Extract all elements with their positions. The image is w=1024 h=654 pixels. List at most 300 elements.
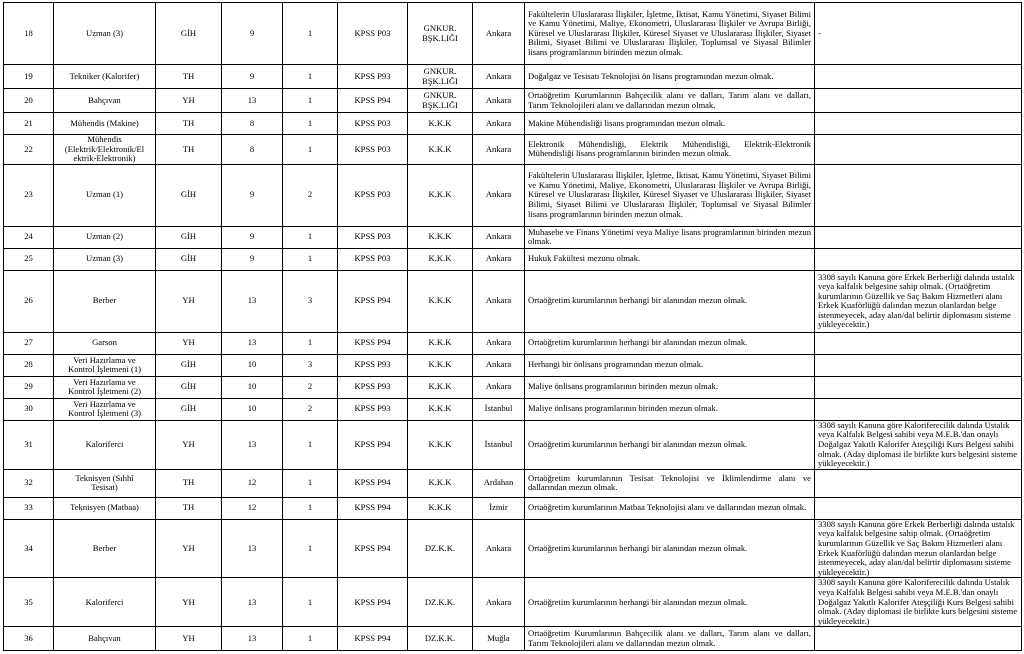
table-row xyxy=(4,113,1022,135)
requirements-text: Hukuk Fakültesi mezunu olmak. xyxy=(528,253,641,264)
kpss-score-type: KPSS P03 xyxy=(354,143,391,154)
extra-requirements-cell xyxy=(815,469,1022,497)
unit-name-cell xyxy=(408,135,473,165)
requirements-text-cell xyxy=(525,332,815,354)
requirements-text-cell xyxy=(525,135,815,165)
unit-name: GNKUR. xyxy=(423,65,457,76)
service-class-cell xyxy=(156,332,222,354)
service-class-cell xyxy=(156,65,222,89)
quota-count-cell xyxy=(283,332,338,354)
city-cell xyxy=(473,164,525,226)
kpss-score-type-cell xyxy=(338,226,408,248)
city-cell xyxy=(473,248,525,270)
requirements-text: Ortaöğretim kurumlarının Tesisat Teknolojisi ve İklimlendirme alanı ve dallarından mezun olmak. xyxy=(528,472,811,493)
requirements-text: Herhangi bir önlisans programından mezun olmak. xyxy=(528,359,704,370)
unit-name: K.K.K xyxy=(428,438,452,449)
quota-count-cell xyxy=(283,164,338,226)
unit-name-cell xyxy=(408,164,473,226)
row-number-cell xyxy=(4,164,54,226)
unit-name: BŞK.LIĞI xyxy=(421,99,459,110)
grade: 13 xyxy=(247,596,257,607)
unit-name: K.K.K xyxy=(428,477,452,488)
quota-count-cell xyxy=(283,135,338,165)
service-class: GİH xyxy=(180,231,197,242)
city: Ankara xyxy=(485,70,512,81)
position-title-cell xyxy=(54,135,156,165)
service-class: GİH xyxy=(180,253,197,264)
quota-count-cell xyxy=(283,420,338,469)
position-title: Berber xyxy=(92,295,117,306)
row-number-cell xyxy=(4,135,54,165)
grade: 13 xyxy=(247,542,257,553)
grade: 13 xyxy=(247,632,257,643)
unit-name: K.K.K xyxy=(428,403,452,414)
table-row xyxy=(4,469,1022,497)
kpss-score-type-cell xyxy=(338,65,408,89)
grade-cell xyxy=(222,578,283,627)
city: İstanbul xyxy=(484,403,513,414)
position-title: ektrik-Elektronik) xyxy=(73,153,136,164)
unit-name: K.K.K xyxy=(428,231,452,242)
table-row xyxy=(4,226,1022,248)
row-number-cell xyxy=(4,3,54,65)
row-number: 31 xyxy=(24,438,33,449)
table-row xyxy=(4,65,1022,89)
city-cell xyxy=(473,332,525,354)
grade: 10 xyxy=(247,381,257,392)
city: Ankara xyxy=(485,253,512,264)
row-number-cell xyxy=(4,519,54,578)
grade: 9 xyxy=(249,27,255,38)
city: Ankara xyxy=(485,189,512,200)
quota-count-cell xyxy=(283,627,338,651)
row-number: 21 xyxy=(24,117,33,128)
row-number: 30 xyxy=(24,403,33,414)
position-title: Kaloriferci xyxy=(85,438,124,449)
city-cell xyxy=(473,3,525,65)
kpss-score-type-cell xyxy=(338,469,408,497)
unit-name-cell xyxy=(408,627,473,651)
grade-cell xyxy=(222,89,283,113)
unit-name-cell xyxy=(408,519,473,578)
unit-name: GNKUR. xyxy=(423,22,457,33)
city-cell xyxy=(473,270,525,332)
service-class-cell xyxy=(156,135,222,165)
service-class-cell xyxy=(156,627,222,651)
requirements-text-cell xyxy=(525,354,815,376)
quota-count: 1 xyxy=(307,253,313,264)
extra-requirements-cell xyxy=(815,398,1022,420)
kpss-score-type: KPSS P94 xyxy=(354,502,391,513)
row-number: 27 xyxy=(24,337,33,348)
positions-table xyxy=(3,2,1022,651)
table-row xyxy=(4,332,1022,354)
unit-name-cell xyxy=(408,248,473,270)
kpss-score-type: KPSS P94 xyxy=(354,337,391,348)
position-title: Teknisyen (Matbaa) xyxy=(70,502,139,513)
quota-count-cell xyxy=(283,497,338,519)
extra-requirements-cell xyxy=(815,627,1022,651)
row-number-cell xyxy=(4,65,54,89)
service-class: TH xyxy=(182,502,195,513)
position-title-cell xyxy=(54,248,156,270)
position-title: Veri Hazırlama ve xyxy=(73,354,136,365)
requirements-text-cell xyxy=(525,469,815,497)
requirements-text: Fakültelerin Uluslararası İlişkiler, İşletme, İktisat, Kamu Yönetimi, Siyaset Bilimi ve Kamu Yönetimi, Maliye, Ekonometri, Uluslararası İlişkiler ve Avrupa Birliği, Küresel ve Uluslararası İlişkiler, Küresel Siyaset ve Uluslararası İlişkiler, Siyaset Bilimi, Siyaset Bilimi ve Uluslararası İlişkiler, Toplumsal ve Siyasal Bilimler lisans programlarının birinden mezun olmak. xyxy=(528,170,811,219)
requirements-text: Doğalgaz ve Tesisatı Teknolojisi ön lisans programından mezun olmak. xyxy=(528,70,774,81)
service-class: GİH xyxy=(180,359,197,370)
row-number-cell xyxy=(4,332,54,354)
extra-requirements-cell xyxy=(815,354,1022,376)
row-number-cell xyxy=(4,89,54,113)
position-title: Garson xyxy=(92,337,117,348)
kpss-score-type: KPSS P03 xyxy=(354,117,391,128)
position-title-cell xyxy=(54,398,156,420)
requirements-text-cell xyxy=(525,164,815,226)
service-class-cell xyxy=(156,376,222,398)
position-title: Tesisat) xyxy=(91,482,118,493)
unit-name-cell xyxy=(408,497,473,519)
row-number-cell xyxy=(4,113,54,135)
requirements-text-cell xyxy=(525,578,815,627)
row-number: 19 xyxy=(24,70,33,81)
city: Ankara xyxy=(485,337,512,348)
grade: 13 xyxy=(247,337,257,348)
city: İzmir xyxy=(489,502,508,513)
table-body xyxy=(4,3,1022,651)
extra-requirements: 3308 sayılı Kanuna göre Erkek Berberliği dalında ustalık veya kalfalık belgesine sahip olmak. (Ortaöğretim kurumlarının Güzellik ve Saç Bakım Hizmetleri alanı Erkek Kuaförlüğü dalından mezun olanlardan belge istenmeyecek, aday alan/dal belirtir diplomasını sisteme yükleyecektir.) xyxy=(818,519,1015,577)
row-number: 25 xyxy=(24,253,33,264)
position-title-cell xyxy=(54,469,156,497)
city-cell xyxy=(473,627,525,651)
position-title-cell xyxy=(54,578,156,627)
row-number-cell xyxy=(4,270,54,332)
position-title-cell xyxy=(54,3,156,65)
grade-cell xyxy=(222,497,283,519)
service-class: TH xyxy=(182,70,195,81)
kpss-score-type: KPSS P94 xyxy=(354,477,391,488)
row-number-cell xyxy=(4,469,54,497)
extra-requirements: 3308 sayılı Kanuna göre Kaloriferecilik dalında Ustalık veya Kalfalık Belgesi sahibi veya M.E.B.'dan onaylı Doğalgaz Yakıtlı Kalorifer Ateşçiliği Kurs Belgesi sahibi olmak. (Aday diplomasi ile birlikte kurs belgesini sisteme yükleyecektir.) xyxy=(818,420,1018,469)
position-title-cell xyxy=(54,89,156,113)
requirements-text: Ortaöğretim Kurumlarının Bahçecilik alanı ve dalları, Tarım alanı ve dalları, Tarım Teknolojileri alanı ve dallarından mezun olmak. xyxy=(528,89,811,110)
quota-count-cell xyxy=(283,226,338,248)
service-class: YH xyxy=(182,295,195,306)
quota-count-cell xyxy=(283,469,338,497)
service-class-cell xyxy=(156,469,222,497)
service-class: GİH xyxy=(180,189,197,200)
position-title: Kaloriferci xyxy=(85,596,124,607)
requirements-text-cell xyxy=(525,113,815,135)
city-cell xyxy=(473,354,525,376)
requirements-text-cell xyxy=(525,270,815,332)
requirements-text: Maliye önlisans programlarının birinden mezun olmak. xyxy=(528,403,718,414)
unit-name-cell xyxy=(408,113,473,135)
unit-name: K.K.K xyxy=(428,253,452,264)
service-class-cell xyxy=(156,248,222,270)
kpss-score-type-cell xyxy=(338,164,408,226)
unit-name: BŞK.LIĞI xyxy=(421,75,459,86)
extra-requirements: 3308 sayılı Kanuna göre Erkek Berberliği dalında ustalık veya kalfalık belgesine sahip olmak. (Ortaöğretim kurumlarının Güzellik ve Saç Bakım Hizmetleri alanı Erkek Kuaförlüğü dalından mezun olanlardan belge istenmeyecek, aday alan/dal belirtir diplomasını sisteme yükleyecektir.) xyxy=(818,271,1015,330)
position-title-cell xyxy=(54,270,156,332)
kpss-score-type: KPSS P93 xyxy=(354,70,391,81)
extra-requirements-cell xyxy=(815,3,1022,65)
requirements-text: Elektronik Mühendisliği, Elektrik Mühendisliği, Elektrik-Elektronik Mühendisliği lisans programlarının birinden mezun olmak. xyxy=(528,138,811,159)
position-title-cell xyxy=(54,65,156,89)
unit-name-cell xyxy=(408,89,473,113)
unit-name: K.K.K xyxy=(428,359,452,370)
table-row xyxy=(4,3,1022,65)
requirements-text: Makine Mühendisliği lisans programından mezun olmak. xyxy=(528,117,726,128)
kpss-score-type: KPSS P94 xyxy=(354,94,391,105)
city: Ankara xyxy=(485,27,512,38)
city-cell xyxy=(473,469,525,497)
kpss-score-type: KPSS P93 xyxy=(354,381,391,392)
city-cell xyxy=(473,519,525,578)
unit-name-cell xyxy=(408,65,473,89)
extra-requirements-cell xyxy=(815,270,1022,332)
row-number-cell xyxy=(4,354,54,376)
extra-requirements-cell xyxy=(815,420,1022,469)
service-class-cell xyxy=(156,270,222,332)
row-number: 18 xyxy=(24,27,33,38)
quota-count: 1 xyxy=(307,231,313,242)
service-class: GİH xyxy=(180,403,197,414)
service-class-cell xyxy=(156,3,222,65)
kpss-score-type-cell xyxy=(338,332,408,354)
table-row xyxy=(4,248,1022,270)
quota-count: 1 xyxy=(307,438,313,449)
kpss-score-type-cell xyxy=(338,135,408,165)
grade-cell xyxy=(222,164,283,226)
unit-name: K.K.K xyxy=(428,295,452,306)
city-cell xyxy=(473,135,525,165)
grade: 9 xyxy=(249,253,255,264)
kpss-score-type: KPSS P03 xyxy=(354,189,391,200)
row-number-cell xyxy=(4,578,54,627)
row-number: 33 xyxy=(24,502,33,513)
grade: 12 xyxy=(247,502,257,513)
row-number: 22 xyxy=(24,143,33,154)
quota-count: 3 xyxy=(307,359,313,370)
requirements-text-cell xyxy=(525,89,815,113)
service-class-cell xyxy=(156,497,222,519)
unit-name: K.K.K xyxy=(428,117,452,128)
grade: 8 xyxy=(249,117,255,128)
kpss-score-type: KPSS P94 xyxy=(354,632,391,643)
quota-count: 1 xyxy=(307,70,313,81)
grade-cell xyxy=(222,135,283,165)
extra-requirements-cell xyxy=(815,89,1022,113)
position-title: Mühendis (Makine) xyxy=(70,117,139,128)
extra-requirements: - xyxy=(818,27,821,38)
service-class: TH xyxy=(182,143,195,154)
extra-requirements-cell xyxy=(815,248,1022,270)
quota-count: 1 xyxy=(307,477,313,488)
unit-name: DZ.K.K. xyxy=(424,542,456,553)
grade-cell xyxy=(222,354,283,376)
requirements-text-cell xyxy=(525,497,815,519)
grade: 10 xyxy=(247,403,257,414)
service-class: GİH xyxy=(180,381,197,392)
quota-count: 1 xyxy=(307,27,313,38)
requirements-text: Ortaöğretim kurumlarının Matbaa Teknolojisi alanı ve dallarından mezun olmak. xyxy=(528,502,807,513)
row-number-cell xyxy=(4,376,54,398)
unit-name: BŞK.LIĞI xyxy=(421,32,459,43)
table-row xyxy=(4,164,1022,226)
unit-name-cell xyxy=(408,469,473,497)
grade: 13 xyxy=(247,438,257,449)
extra-requirements-cell xyxy=(815,135,1022,165)
city-cell xyxy=(473,65,525,89)
row-number: 36 xyxy=(24,632,33,643)
kpss-score-type-cell xyxy=(338,113,408,135)
unit-name: K.K.K xyxy=(428,502,452,513)
kpss-score-type: KPSS P03 xyxy=(354,231,391,242)
service-class-cell xyxy=(156,354,222,376)
city: Ankara xyxy=(485,381,512,392)
table-row xyxy=(4,420,1022,469)
quota-count-cell xyxy=(283,89,338,113)
extra-requirements-cell xyxy=(815,578,1022,627)
city-cell xyxy=(473,89,525,113)
unit-name: K.K.K xyxy=(428,143,452,154)
grade-cell xyxy=(222,248,283,270)
service-class-cell xyxy=(156,420,222,469)
extra-requirements-cell xyxy=(815,226,1022,248)
grade-cell xyxy=(222,398,283,420)
position-title: Uzman (3) xyxy=(86,27,123,38)
unit-name: GNKUR. xyxy=(423,89,457,100)
position-title: Veri Hazırlama ve xyxy=(73,376,136,387)
kpss-score-type-cell xyxy=(338,497,408,519)
quota-count: 1 xyxy=(307,117,313,128)
table-row xyxy=(4,354,1022,376)
service-class: YH xyxy=(182,542,195,553)
row-number-cell xyxy=(4,398,54,420)
table-row xyxy=(4,497,1022,519)
position-title: Kontrol İşletmeni (1) xyxy=(67,364,142,375)
quota-count-cell xyxy=(283,578,338,627)
kpss-score-type: KPSS P94 xyxy=(354,596,391,607)
quota-count-cell xyxy=(283,376,338,398)
grade-cell xyxy=(222,627,283,651)
extra-requirements-cell xyxy=(815,113,1022,135)
city: Ankara xyxy=(485,231,512,242)
service-class: YH xyxy=(182,337,195,348)
row-number: 26 xyxy=(24,295,33,306)
table-row xyxy=(4,376,1022,398)
grade: 9 xyxy=(249,70,255,81)
city-cell xyxy=(473,376,525,398)
kpss-score-type: KPSS P94 xyxy=(354,295,391,306)
extra-requirements-cell xyxy=(815,497,1022,519)
table-row xyxy=(4,135,1022,165)
row-number: 32 xyxy=(24,477,33,488)
unit-name: DZ.K.K. xyxy=(424,596,456,607)
unit-name-cell xyxy=(408,226,473,248)
service-class-cell xyxy=(156,398,222,420)
quota-count-cell xyxy=(283,354,338,376)
city: Ardahan xyxy=(483,477,514,488)
service-class-cell xyxy=(156,578,222,627)
quota-count-cell xyxy=(283,248,338,270)
grade: 8 xyxy=(249,143,255,154)
position-title-cell xyxy=(54,627,156,651)
requirements-text: Ortaöğretim kurumlarının herhangi bir alanından mezun olmak. xyxy=(528,596,748,607)
kpss-score-type-cell xyxy=(338,376,408,398)
requirements-text: Ortaöğretim kurumlarının herhangi bir alanından mezun olmak. xyxy=(528,337,748,348)
kpss-score-type-cell xyxy=(338,3,408,65)
position-title: Bahçıvan xyxy=(88,632,121,643)
position-title-cell xyxy=(54,420,156,469)
grade-cell xyxy=(222,420,283,469)
service-class-cell xyxy=(156,226,222,248)
position-title: Berber xyxy=(92,542,117,553)
requirements-text: Muhasebe ve Finans Yönetimi veya Maliye lisans programlarının birinden mezun olmak. xyxy=(528,226,811,247)
requirements-text-cell xyxy=(525,226,815,248)
city: İstanbul xyxy=(484,438,513,449)
requirements-text-cell xyxy=(525,627,815,651)
row-number-cell xyxy=(4,226,54,248)
row-number-cell xyxy=(4,248,54,270)
city: Ankara xyxy=(485,143,512,154)
city: Ankara xyxy=(485,542,512,553)
position-title-cell xyxy=(54,332,156,354)
grade-cell xyxy=(222,519,283,578)
row-number: 29 xyxy=(24,381,33,392)
city: Muğla xyxy=(487,632,510,643)
table-row xyxy=(4,270,1022,332)
unit-name-cell xyxy=(408,398,473,420)
position-title: Teknisyen (Sıhhî xyxy=(75,472,134,483)
requirements-text: Ortaöğretim kurumlarının herhangi bir alanından mezun olmak. xyxy=(528,295,748,306)
grade-cell xyxy=(222,332,283,354)
quota-count: 3 xyxy=(307,295,313,306)
city-cell xyxy=(473,398,525,420)
unit-name-cell xyxy=(408,578,473,627)
requirements-text-cell xyxy=(525,3,815,65)
kpss-score-type-cell xyxy=(338,398,408,420)
kpss-score-type: KPSS P93 xyxy=(354,359,391,370)
row-number-cell xyxy=(4,627,54,651)
quota-count-cell xyxy=(283,3,338,65)
quota-count: 2 xyxy=(307,381,313,392)
service-class-cell xyxy=(156,113,222,135)
service-class-cell xyxy=(156,89,222,113)
grade: 10 xyxy=(247,359,257,370)
kpss-score-type-cell xyxy=(338,627,408,651)
grade-cell xyxy=(222,469,283,497)
unit-name-cell xyxy=(408,376,473,398)
service-class-cell xyxy=(156,164,222,226)
kpss-score-type: KPSS P94 xyxy=(354,542,391,553)
position-title-cell xyxy=(54,519,156,578)
row-number: 34 xyxy=(24,542,33,553)
row-number-cell xyxy=(4,420,54,469)
requirements-text: Ortaöğretim Kurumlarının Bahçecilik alanı ve dalları, Tarım alanı ve dalları, Tarım Teknolojileri alanı ve dallarından mezun olmak. xyxy=(528,628,811,648)
city-cell xyxy=(473,497,525,519)
row-number-cell xyxy=(4,497,54,519)
service-class: YH xyxy=(182,596,195,607)
position-title: Kontrol İşletmeni (2) xyxy=(67,386,142,397)
city: Ankara xyxy=(485,94,512,105)
quota-count-cell xyxy=(283,270,338,332)
unit-name: K.K.K xyxy=(428,381,452,392)
city-cell xyxy=(473,578,525,627)
kpss-score-type-cell xyxy=(338,420,408,469)
unit-name-cell xyxy=(408,332,473,354)
